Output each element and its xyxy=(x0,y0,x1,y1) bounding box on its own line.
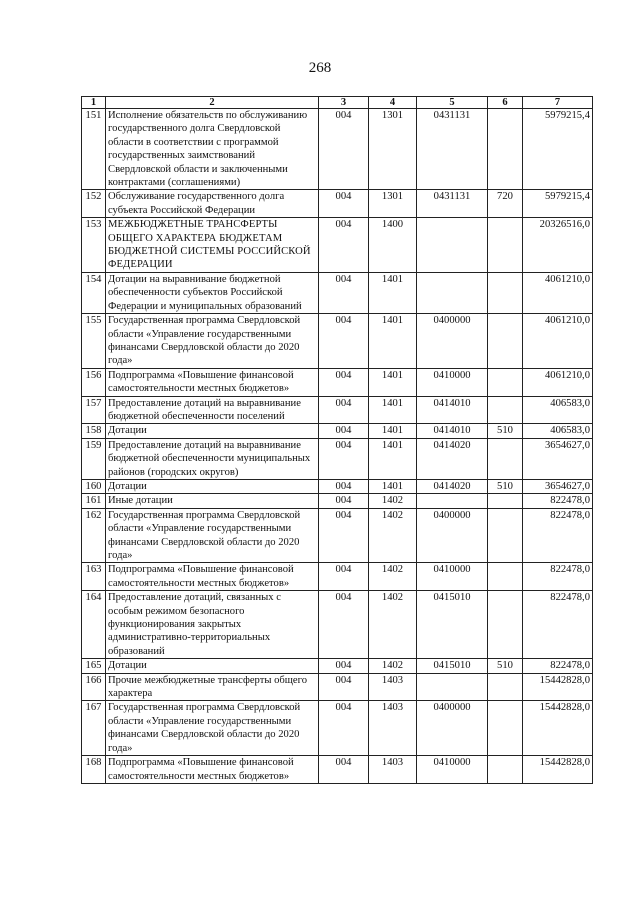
amount-cell: 822478,0 xyxy=(523,508,593,563)
row-number-cell: 160 xyxy=(82,479,106,493)
table-row xyxy=(82,591,593,659)
row-number-cell: 163 xyxy=(82,563,106,591)
header-cell: 4 xyxy=(369,97,417,109)
amount-cell: 406583,0 xyxy=(523,396,593,424)
section-code-cell: 1403 xyxy=(369,701,417,756)
amount-cell: 4061210,0 xyxy=(523,314,593,369)
row-number-cell: 155 xyxy=(82,314,106,369)
section-code-cell: 1403 xyxy=(369,673,417,701)
item-name-cell: Предоставление дотаций, связанных с особым режимом безопасного функционирования закрытых административно-территориальных образований xyxy=(106,591,319,659)
row-number-cell: 166 xyxy=(82,673,106,701)
amount-cell: 15442828,0 xyxy=(523,756,593,784)
table-row xyxy=(82,190,593,218)
expense-type-cell: 510 xyxy=(488,479,523,493)
item-name-cell: Предоставление дотаций на выравнивание бюджетной обеспеченности муниципальных районов (городских округов) xyxy=(106,438,319,479)
table-row xyxy=(82,756,593,784)
ministry-code-cell: 004 xyxy=(319,563,369,591)
table-row xyxy=(82,659,593,673)
section-code-cell: 1402 xyxy=(369,494,417,508)
item-name-cell: Дотации xyxy=(106,479,319,493)
amount-cell: 20326516,0 xyxy=(523,218,593,273)
target-article-cell: 0414010 xyxy=(417,396,488,424)
expense-type-cell xyxy=(488,563,523,591)
item-name-cell: Подпрограмма «Повышение финансовой самостоятельности местных бюджетов» xyxy=(106,563,319,591)
item-name-cell: Дотации xyxy=(106,659,319,673)
section-code-cell: 1301 xyxy=(369,109,417,190)
expense-type-cell: 720 xyxy=(488,190,523,218)
amount-cell: 5979215,4 xyxy=(523,109,593,190)
ministry-code-cell: 004 xyxy=(319,190,369,218)
expense-type-cell xyxy=(488,673,523,701)
expense-type-cell xyxy=(488,109,523,190)
table-row xyxy=(82,314,593,369)
item-name-cell: Иные дотации xyxy=(106,494,319,508)
header-cell: 1 xyxy=(82,97,106,109)
item-name-cell: Дотации xyxy=(106,424,319,438)
expense-type-cell xyxy=(488,508,523,563)
section-code-cell: 1402 xyxy=(369,508,417,563)
target-article-cell: 0414020 xyxy=(417,479,488,493)
ministry-code-cell: 004 xyxy=(319,701,369,756)
target-article-cell: 0410000 xyxy=(417,563,488,591)
amount-cell: 822478,0 xyxy=(523,659,593,673)
target-article-cell: 0415010 xyxy=(417,659,488,673)
target-article-cell: 0414010 xyxy=(417,424,488,438)
ministry-code-cell: 004 xyxy=(319,494,369,508)
section-code-cell: 1301 xyxy=(369,190,417,218)
target-article-cell: 0431131 xyxy=(417,190,488,218)
item-name-cell: Исполнение обязательств по обслуживанию государственного долга Свердловской области в соответствии с программой государственных заимствований Свердловской области и заключенными контрактами (соглашениями) xyxy=(106,109,319,190)
ministry-code-cell: 004 xyxy=(319,591,369,659)
ministry-code-cell: 004 xyxy=(319,218,369,273)
item-name-cell: Обслуживание государственного долга субъекта Российской Федерации xyxy=(106,190,319,218)
row-number-cell: 154 xyxy=(82,272,106,313)
table-row xyxy=(82,368,593,396)
section-code-cell: 1401 xyxy=(369,272,417,313)
row-number-cell: 158 xyxy=(82,424,106,438)
expense-type-cell xyxy=(488,314,523,369)
ministry-code-cell: 004 xyxy=(319,368,369,396)
section-code-cell: 1402 xyxy=(369,591,417,659)
item-name-cell: Подпрограмма «Повышение финансовой самостоятельности местных бюджетов» xyxy=(106,756,319,784)
expense-type-cell: 510 xyxy=(488,424,523,438)
table-row xyxy=(82,109,593,190)
section-code-cell: 1401 xyxy=(369,479,417,493)
ministry-code-cell: 004 xyxy=(319,396,369,424)
expense-type-cell xyxy=(488,591,523,659)
section-code-cell: 1401 xyxy=(369,368,417,396)
table-row xyxy=(82,563,593,591)
section-code-cell: 1402 xyxy=(369,659,417,673)
expense-type-cell xyxy=(488,272,523,313)
section-code-cell: 1401 xyxy=(369,396,417,424)
target-article-cell: 0400000 xyxy=(417,701,488,756)
expense-type-cell xyxy=(488,756,523,784)
table-row xyxy=(82,438,593,479)
amount-cell: 5979215,4 xyxy=(523,190,593,218)
target-article-cell xyxy=(417,272,488,313)
target-article-cell: 0410000 xyxy=(417,368,488,396)
item-name-cell: Государственная программа Свердловской области «Управление государственными финансами Свердловской области до 2020 года» xyxy=(106,508,319,563)
ministry-code-cell: 004 xyxy=(319,673,369,701)
target-article-cell: 0415010 xyxy=(417,591,488,659)
ministry-code-cell: 004 xyxy=(319,314,369,369)
row-number-cell: 159 xyxy=(82,438,106,479)
target-article-cell: 0431131 xyxy=(417,109,488,190)
expense-type-cell xyxy=(488,494,523,508)
expense-type-cell xyxy=(488,218,523,273)
target-article-cell: 0400000 xyxy=(417,314,488,369)
header-cell: 3 xyxy=(319,97,369,109)
table-row xyxy=(82,479,593,493)
amount-cell: 406583,0 xyxy=(523,424,593,438)
item-name-cell: Прочие межбюджетные трансферты общего характера xyxy=(106,673,319,701)
expense-type-cell xyxy=(488,438,523,479)
amount-cell: 822478,0 xyxy=(523,563,593,591)
header-cell: 6 xyxy=(488,97,523,109)
page-number: 268 xyxy=(308,60,332,76)
section-code-cell: 1403 xyxy=(369,756,417,784)
ministry-code-cell: 004 xyxy=(319,424,369,438)
amount-cell: 15442828,0 xyxy=(523,701,593,756)
row-number-cell: 167 xyxy=(82,701,106,756)
row-number-cell: 153 xyxy=(82,218,106,273)
section-code-cell: 1401 xyxy=(369,424,417,438)
target-article-cell xyxy=(417,494,488,508)
row-number-cell: 162 xyxy=(82,508,106,563)
row-number-cell: 165 xyxy=(82,659,106,673)
budget-table xyxy=(81,96,593,784)
table-row xyxy=(82,218,593,273)
table-row xyxy=(82,396,593,424)
header-cell: 5 xyxy=(417,97,488,109)
row-number-cell: 156 xyxy=(82,368,106,396)
amount-cell: 822478,0 xyxy=(523,494,593,508)
table-row xyxy=(82,673,593,701)
target-article-cell: 0410000 xyxy=(417,756,488,784)
item-name-cell: Дотации на выравнивание бюджетной обеспеченности субъектов Российской Федерации и муниципальных образований xyxy=(106,272,319,313)
row-number-cell: 164 xyxy=(82,591,106,659)
table-row xyxy=(82,494,593,508)
ministry-code-cell: 004 xyxy=(319,479,369,493)
section-code-cell: 1400 xyxy=(369,218,417,273)
expense-type-cell xyxy=(488,701,523,756)
row-number-cell: 157 xyxy=(82,396,106,424)
item-name-cell: Подпрограмма «Повышение финансовой самостоятельности местных бюджетов» xyxy=(106,368,319,396)
header-row xyxy=(82,97,593,109)
ministry-code-cell: 004 xyxy=(319,272,369,313)
row-number-cell: 152 xyxy=(82,190,106,218)
section-code-cell: 1402 xyxy=(369,563,417,591)
item-name-cell: Государственная программа Свердловской области «Управление государственными финансами Свердловской области до 2020 года» xyxy=(106,701,319,756)
ministry-code-cell: 004 xyxy=(319,756,369,784)
amount-cell: 3654627,0 xyxy=(523,438,593,479)
item-name-cell: Государственная программа Свердловской области «Управление государственными финансами Свердловской области до 2020 года» xyxy=(106,314,319,369)
amount-cell: 4061210,0 xyxy=(523,368,593,396)
amount-cell: 15442828,0 xyxy=(523,673,593,701)
ministry-code-cell: 004 xyxy=(319,438,369,479)
ministry-code-cell: 004 xyxy=(319,508,369,563)
row-number-cell: 161 xyxy=(82,494,106,508)
table-row xyxy=(82,508,593,563)
row-number-cell: 151 xyxy=(82,109,106,190)
target-article-cell xyxy=(417,673,488,701)
amount-cell: 4061210,0 xyxy=(523,272,593,313)
item-name-cell: МЕЖБЮДЖЕТНЫЕ ТРАНСФЕРТЫ ОБЩЕГО ХАРАКТЕРА БЮДЖЕТАМ БЮДЖЕТНОЙ СИСТЕМЫ РОССИЙСКОЙ ФЕДЕРАЦИИ xyxy=(106,218,319,273)
table-row xyxy=(82,272,593,313)
amount-cell: 822478,0 xyxy=(523,591,593,659)
row-number-cell: 168 xyxy=(82,756,106,784)
section-code-cell: 1401 xyxy=(369,314,417,369)
table-row xyxy=(82,701,593,756)
header-cell: 2 xyxy=(106,97,319,109)
expense-type-cell xyxy=(488,396,523,424)
header-cell: 7 xyxy=(523,97,593,109)
amount-cell: 3654627,0 xyxy=(523,479,593,493)
table-row xyxy=(82,424,593,438)
target-article-cell xyxy=(417,218,488,273)
target-article-cell: 0414020 xyxy=(417,438,488,479)
expense-type-cell xyxy=(488,368,523,396)
item-name-cell: Предоставление дотаций на выравнивание бюджетной обеспеченности поселений xyxy=(106,396,319,424)
table-body xyxy=(82,109,593,784)
expense-type-cell: 510 xyxy=(488,659,523,673)
ministry-code-cell: 004 xyxy=(319,659,369,673)
ministry-code-cell: 004 xyxy=(319,109,369,190)
target-article-cell: 0400000 xyxy=(417,508,488,563)
section-code-cell: 1401 xyxy=(369,438,417,479)
